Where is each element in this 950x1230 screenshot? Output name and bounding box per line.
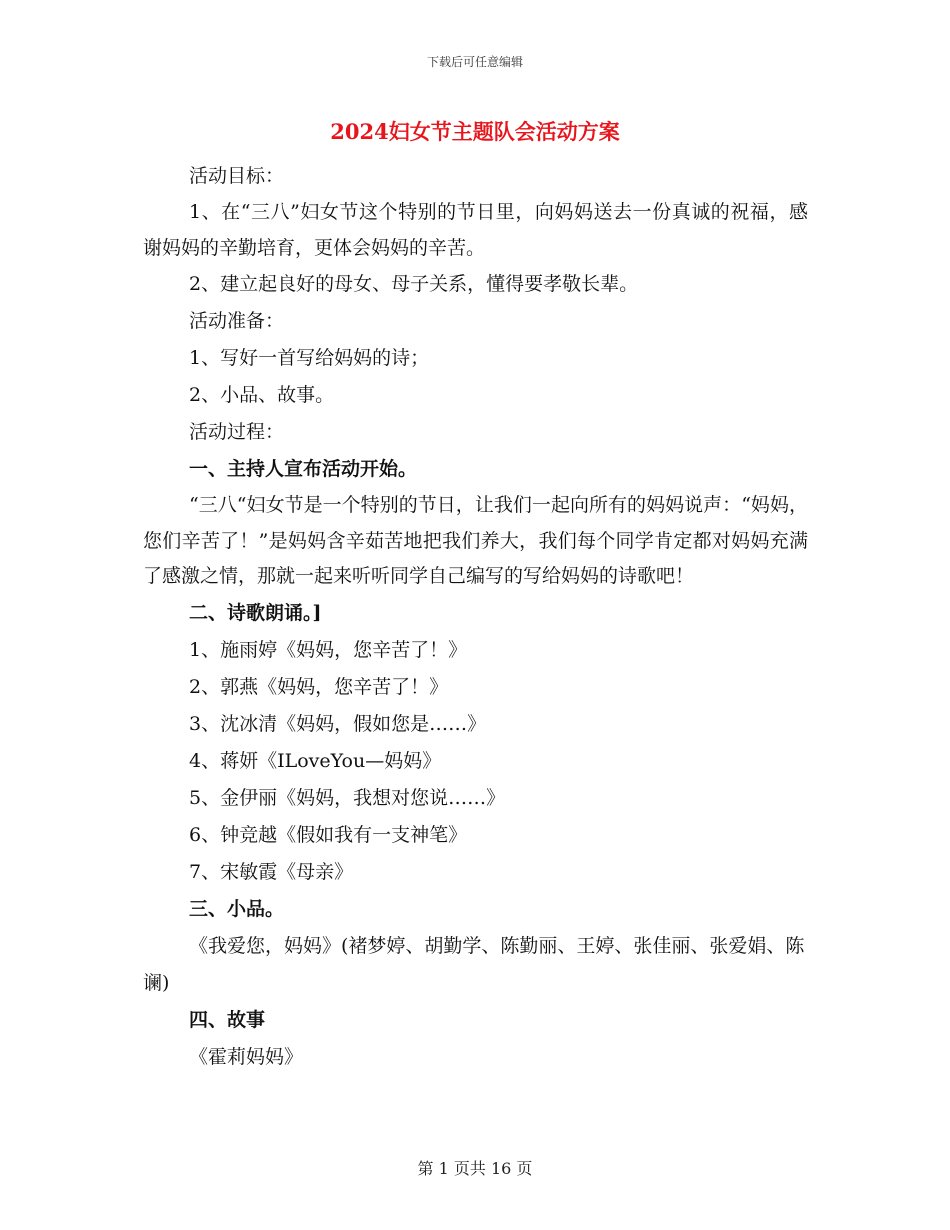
page-footer: 第 1 页共 16 页 [417,1159,533,1178]
poem-item-2: 2、郭燕《妈妈，您辛苦了！》 [189,675,449,698]
section-4-heading: 四、故事 [189,1008,266,1031]
prep-heading: 活动准备： [189,310,285,332]
page-header: 下载后可任意编辑 [426,55,523,69]
poem-item-7: 7、宋敏霞《母亲》 [189,860,354,883]
section-3-heading: 三、小品。 [189,897,285,920]
poem-item-5: 5、金伊丽《妈妈，我想对您说……》 [189,786,506,809]
goal-item-1: 1、在“三八”妇女节这个特别的节日里，向妈妈送去一份真诚的祝福，感谢妈妈的辛勤培育，更体会妈妈的辛苦。 [143,201,808,259]
section-1-heading: 一、主持人宣布活动开始。 [189,458,418,480]
poem-item-1: 1、施雨婷《妈妈，您辛苦了！》 [189,638,468,661]
poem-item-6: 6、钟竞越《假如我有一支神笔》 [189,823,468,846]
document-title: 2024妇女节主题队会活动方案 [330,119,620,144]
goal-heading: 活动目标： [189,165,285,187]
goal-item-2: 2、建立起良好的母女、母子关系，懂得要孝敬长辈。 [189,273,639,295]
document-body [143,158,808,1076]
section-1-text: “三八“妇女节是一个特别的节日，让我们一起向所有的妈妈说声：“妈妈，您们辛苦了！”是妈妈含辛茹苦地把我们养大，我们每个同学肯定都对妈妈充满了感激之情，那就一起来听听同学自己编写的写给妈妈的诗歌吧！ [143,494,808,587]
prep-item-1: 1、写好一首写给妈妈的诗； [189,347,430,369]
section-4-text: 《霍莉妈妈》 [189,1045,304,1068]
section-3-text: 《我爱您，妈妈》(褚梦婷、胡勤学、陈勤丽、王婷、张佳丽、张爱娟、陈谰) [143,934,805,994]
poem-item-3: 3、沈冰清《妈妈，假如您是……》 [189,712,487,735]
section-2-heading: 二、诗歌朗诵。] [189,601,322,624]
prep-item-2: 2、小品、故事。 [189,384,335,406]
process-heading: 活动过程： [189,421,285,443]
poem-item-4: 4、蒋妍《ILoveYou—妈妈》 [189,749,442,772]
